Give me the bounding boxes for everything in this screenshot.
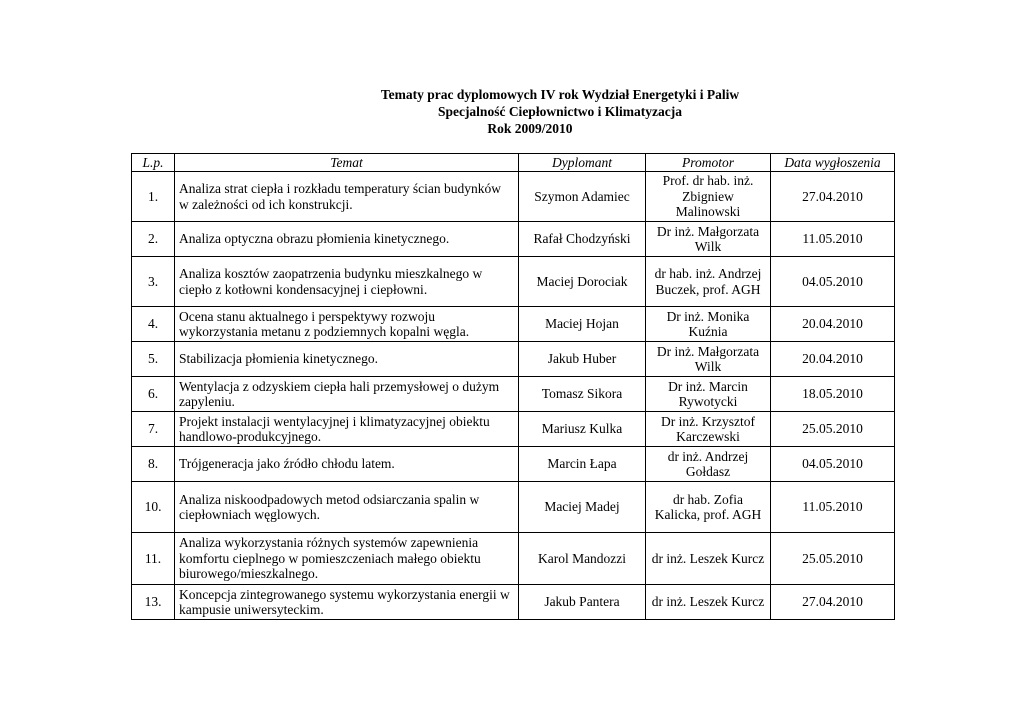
table-row [132, 482, 895, 533]
cell-topic: Stabilizacja płomienia kinetycznego. [175, 342, 519, 377]
document-year: Rok 2009/2010 [487, 121, 573, 136]
cell-topic: Ocena stanu aktualnego i perspektywy rozwoju wykorzystania metanu z podziemnych kopalni węgla. [175, 307, 519, 342]
cell-promotor: Dr inż. Krzysztof Karczewski [646, 412, 771, 447]
cell-lp: 6. [132, 377, 175, 412]
table-row [132, 377, 895, 412]
cell-lp: 4. [132, 307, 175, 342]
table-row [132, 172, 895, 222]
cell-topic: Analiza strat ciepła i rozkładu temperatury ścian budynków w zależności od ich konstrukcji. [175, 172, 519, 222]
cell-date: 11.05.2010 [771, 222, 895, 257]
column-header-topic: Temat [175, 154, 519, 172]
cell-topic: Analiza wykorzystania różnych systemów zapewnienia komfortu cieplnego w pomieszczeniach małego obiektu biurowego/mieszkalnego. [175, 533, 519, 585]
table-row [132, 222, 895, 257]
cell-student: Maciej Hojan [519, 307, 646, 342]
cell-date: 11.05.2010 [771, 482, 895, 533]
cell-lp: 5. [132, 342, 175, 377]
cell-promotor: dr inż. Leszek Kurcz [646, 533, 771, 585]
table-row [132, 533, 895, 585]
cell-student: Maciej Dorociak [519, 257, 646, 307]
table-row [132, 412, 895, 447]
cell-date: 20.04.2010 [771, 307, 895, 342]
cell-date: 04.05.2010 [771, 447, 895, 482]
cell-topic: Analiza optyczna obrazu płomienia kinetycznego. [175, 222, 519, 257]
cell-promotor: dr hab. Zofia Kalicka, prof. AGH [646, 482, 771, 533]
cell-student: Marcin Łapa [519, 447, 646, 482]
cell-topic: Koncepcja zintegrowanego systemu wykorzystania energii w kampusie uniwersyteckim. [175, 585, 519, 620]
cell-lp: 8. [132, 447, 175, 482]
cell-lp: 3. [132, 257, 175, 307]
cell-topic: Projekt instalacji wentylacyjnej i klimatyzacyjnej obiektu handlowo-produkcyjnego. [175, 412, 519, 447]
cell-promotor: dr hab. inż. Andrzej Buczek, prof. AGH [646, 257, 771, 307]
column-header-lp: L.p. [132, 154, 175, 172]
cell-lp: 10. [132, 482, 175, 533]
cell-promotor: Dr inż. Małgorzata Wilk [646, 222, 771, 257]
cell-lp: 1. [132, 172, 175, 222]
cell-topic: Analiza niskoodpadowych metod odsiarczania spalin w ciepłowniach węglowych. [175, 482, 519, 533]
cell-date: 25.05.2010 [771, 533, 895, 585]
cell-date: 27.04.2010 [771, 585, 895, 620]
cell-promotor: Dr inż. Marcin Rywotycki [646, 377, 771, 412]
cell-promotor: Prof. dr hab. inż. Zbigniew Malinowski [646, 172, 771, 222]
cell-student: Szymon Adamiec [519, 172, 646, 222]
cell-topic: Analiza kosztów zaopatrzenia budynku mieszkalnego w ciepło z kotłowni kondensacyjnej i ciepłowni. [175, 257, 519, 307]
cell-promotor: Dr inż. Małgorzata Wilk [646, 342, 771, 377]
cell-student: Rafał Chodzyński [519, 222, 646, 257]
table-row [132, 585, 895, 620]
thesis-table [131, 153, 895, 620]
cell-promotor: dr inż. Andrzej Gołdasz [646, 447, 771, 482]
cell-student: Tomasz Sikora [519, 377, 646, 412]
cell-date: 18.05.2010 [771, 377, 895, 412]
cell-promotor: dr inż. Leszek Kurcz [646, 585, 771, 620]
cell-date: 27.04.2010 [771, 172, 895, 222]
cell-student: Mariusz Kulka [519, 412, 646, 447]
document-title: Tematy prac dyplomowych IV rok Wydział Energetyki i Paliw [380, 87, 740, 102]
cell-date: 04.05.2010 [771, 257, 895, 307]
cell-student: Jakub Huber [519, 342, 646, 377]
cell-lp: 7. [132, 412, 175, 447]
cell-student: Maciej Madej [519, 482, 646, 533]
column-header-promotor: Promotor [646, 154, 771, 172]
table-row [132, 307, 895, 342]
cell-topic: Wentylacja z odzyskiem ciepła hali przemysłowej o dużym zapyleniu. [175, 377, 519, 412]
column-header-student: Dyplomant [519, 154, 646, 172]
cell-date: 20.04.2010 [771, 342, 895, 377]
table-header-row [132, 154, 895, 172]
cell-lp: 2. [132, 222, 175, 257]
cell-student: Karol Mandozzi [519, 533, 646, 585]
cell-lp: 13. [132, 585, 175, 620]
cell-date: 25.05.2010 [771, 412, 895, 447]
table-row [132, 257, 895, 307]
cell-topic: Trójgeneracja jako źródło chłodu latem. [175, 447, 519, 482]
document-subtitle: Specjalność Ciepłownictwo i Klimatyzacja [437, 104, 683, 119]
table-row [132, 342, 895, 377]
cell-promotor: Dr inż. Monika Kuźnia [646, 307, 771, 342]
column-header-date: Data wygłoszenia [771, 154, 895, 172]
table-row [132, 447, 895, 482]
cell-student: Jakub Pantera [519, 585, 646, 620]
cell-lp: 11. [132, 533, 175, 585]
